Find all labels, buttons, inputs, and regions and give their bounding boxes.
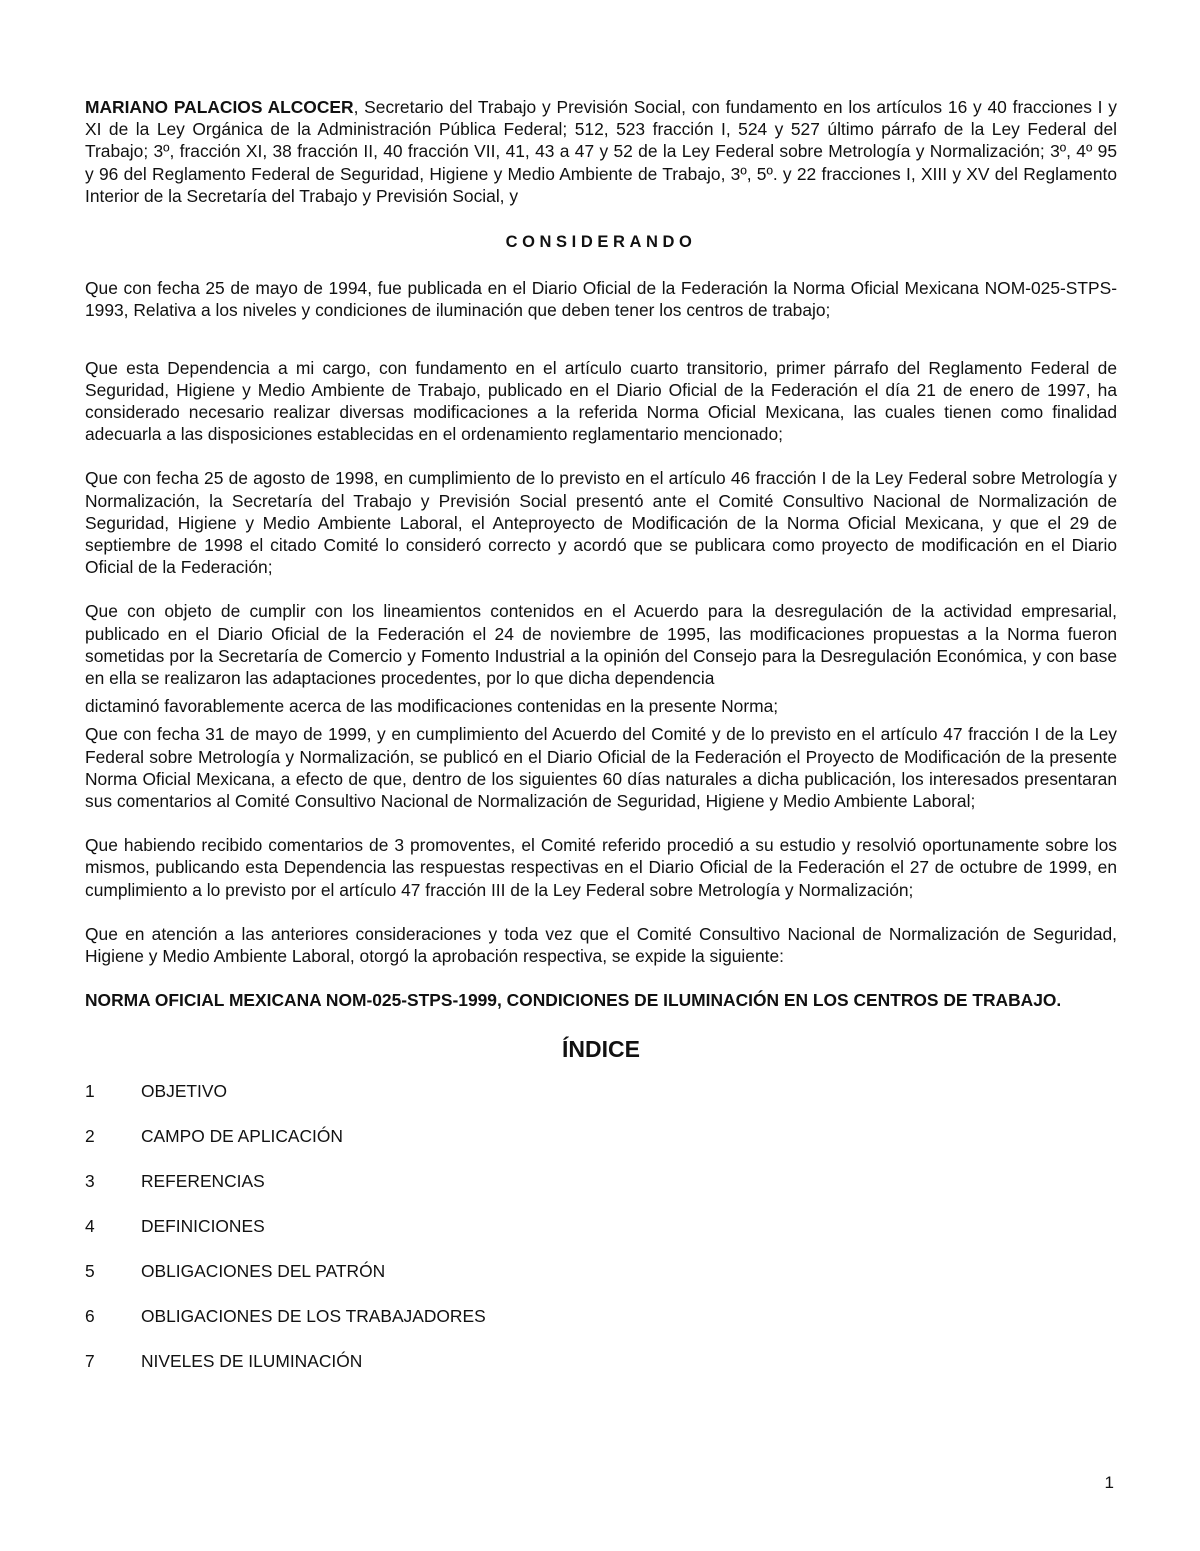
index-number: 2 [85, 1125, 95, 1146]
index-item [85, 1350, 1117, 1395]
intro-paragraph [85, 96, 1117, 207]
considerando-paragraph: Que con fecha 25 de mayo de 1994, fue publicada en el Diario Oficial de la Federación la Norma Oficial Mexicana NOM-025-STPS-1993, Relativa a los niveles y condiciones de iluminación que deben tener los centros de trabajo; [85, 278, 1117, 321]
index-label: DEFINICIONES [141, 1215, 265, 1236]
considerando-paragraph: Que en atención a las anteriores consideraciones y toda vez que el Comité Consultivo Nacional de Normalización de Seguridad, Higiene y Medio Ambiente Laboral, otorgó la aprobación respectiva, se expide la siguiente: [85, 923, 1117, 967]
considerando-paragraph: dictaminó favorablemente acerca de las modificaciones contenidas en la presente Norma; [85, 696, 779, 717]
index-label: OBJETIVO [141, 1080, 228, 1101]
index-item [85, 1215, 1117, 1260]
index-number: 5 [85, 1260, 95, 1281]
index-item [85, 1305, 1117, 1350]
index-label: OBLIGACIONES DEL PATRÓN [141, 1260, 386, 1281]
index-number: 3 [85, 1170, 95, 1191]
considerando-paragraph: Que con fecha 31 de mayo de 1999, y en cumplimiento del Acuerdo del Comité y de lo previsto en el artículo 47 fracción I de la Ley Federal sobre Metrología y Normalización, se publicó en el Diario Oficial de la Federación el Proyecto de Modificación de la presente Norma Oficial Mexicana, a efecto de que, dentro de los siguientes 60 días naturales a dicha publicación, los interesados presentaran sus comentarios al Comité Consultivo Nacional de Normalización de Seguridad, Higiene y Medio Ambiente Laboral; [85, 724, 1117, 812]
index-label: OBLIGACIONES DE LOS TRABAJADORES [141, 1305, 486, 1326]
document-page [85, 96, 1117, 1395]
considerando-paragraph: Que esta Dependencia a mi cargo, con fundamento en el artículo cuarto transitorio, primer párrafo del Reglamento Federal de Seguridad, Higiene y Medio Ambiente de Trabajo, publicado en el Diario Oficial de la Federación el día 21 de enero de 1997, ha considerado necesario realizar diversas modificaciones a la referida Norma Oficial Mexicana, las cuales tienen como finalidad adecuarla a las disposiciones establecidas en el ordenamiento reglamentario mencionado; [85, 357, 1117, 445]
index-label: CAMPO DE APLICACIÓN [141, 1125, 343, 1146]
index-number: 6 [85, 1305, 95, 1326]
considerando-paragraph: Que con objeto de cumplir con los lineamientos contenidos en el Acuerdo para la desregulación de la actividad empresarial, publicado en el Diario Oficial de la Federación el 24 de noviembre de 1995, las modificaciones propuestas a la Norma fueron sometidas por la Secretaría de Comercio y Fomento Industrial a la opinión del Consejo para la Desregulación Económica, y con base en ella se realizaron las adaptaciones procedentes, por lo que dicha dependencia [85, 601, 1117, 689]
index-item [85, 1170, 1117, 1215]
indice-title: ÍNDICE [562, 1035, 640, 1062]
index-number: 7 [85, 1350, 95, 1371]
index-list [85, 1080, 1117, 1395]
index-number: 1 [85, 1080, 95, 1101]
index-item [85, 1125, 1117, 1170]
index-item [85, 1080, 1117, 1125]
author-name: MARIANO PALACIOS ALCOCER [85, 97, 354, 117]
index-item [85, 1260, 1117, 1305]
intro-text: , Secretario del Trabajo y Previsión Social, con fundamento en los artículos 16 y 40 fracciones I y XI de la Ley Orgánica de la Administración Pública Federal; 512, 523 fracción I, 524 y 527 último párrafo de la Ley Federal del Trabajo; 3º, fracción XI, 38 fracción II, 40 fracción VII, 41, 43 a 47 y 52 de la Ley Federal sobre Metrología y Normalización; 3º, 4º 95 y 96 del Reglamento Federal de Seguridad, Higiene y Medio Ambiente de Trabajo, 3º, 5º. y 22 fracciones I, XIII y XV del Reglamento Interior de la Secretaría del Trabajo y Previsión Social, y [85, 97, 1117, 206]
norma-title: NORMA OFICIAL MEXICANA NOM-025-STPS-1999, CONDICIONES DE ILUMINACIÓN EN LOS CENTROS DE TRABAJO. [85, 990, 1062, 1011]
index-label: NIVELES DE ILUMINACIÓN [141, 1350, 363, 1371]
considerando-paragraph: Que con fecha 25 de agosto de 1998, en cumplimiento de lo previsto en el artículo 46 fracción I de la Ley Federal sobre Metrología y Normalización, la Secretaría del Trabajo y Previsión Social presentó ante el Comité Consultivo Nacional de Normalización de Seguridad, Higiene y Medio Ambiente Laboral, el Anteproyecto de Modificación de la Norma Oficial Mexicana, y que el 29 de septiembre de 1998 el citado Comité lo consideró correcto y acordó que se publicara como proyecto de modificación en el Diario Oficial de la Federación; [85, 468, 1117, 578]
index-number: 4 [85, 1215, 95, 1236]
page-number: 1 [1104, 1473, 1114, 1492]
considerando-heading: CONSIDERANDO [505, 233, 697, 252]
index-label: REFERENCIAS [141, 1170, 265, 1191]
considerando-paragraph: Que habiendo recibido comentarios de 3 promoventes, el Comité referido procedió a su estudio y resolvió oportunamente sobre los mismos, publicando esta Dependencia las respuestas respectivas en el Diario Oficial de la Federación el 27 de octubre de 1999, en cumplimiento a lo previsto por el artículo 47 fracción III de la Ley Federal sobre Metrología y Normalización; [85, 835, 1117, 900]
